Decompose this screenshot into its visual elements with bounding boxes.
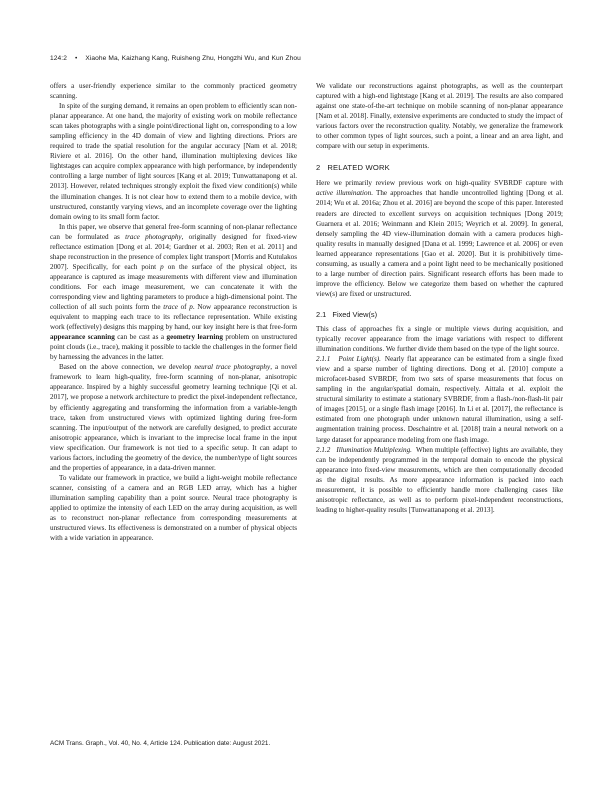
section-heading: 2 RELATED WORK [316,163,390,173]
paragraph: To validate our framework in practice, we build a light-weight mobile reflectance scanner, consisting of a camera and an RGB LED array, which has a higher illumination sampling capability than a point source. Neural trace photography is applied to optimize the intensity of each LED on the array during acquisition, as well as to reconstruct non-planar reflectance from corresponding measurements at unstructured views. Its effectiveness is demonstrated on a number of physical objects with a wide variation in appearance. [50,473,297,543]
paragraph: Here we primarily review previous work on high-quality SVBRDF capture with active illumination. The approaches that handle uncontrolled lighting [Dong et al. 2014; Wu et al. 2016a; Zhou et al. 2016] are beyond the scope of this paper. Interested readers are directed to excellent surveys on acquisition techniques [Dong 2019; Guarnera et al. 2016; Weinmann and Klein 2015; Weyrich et al. 2009]. In general, densely sampling the 4D view-illumination domain with a camera produces high-quality results in manually designed [Dana et al. 1999; Lawrence et al. 2006] or even learned appearance representations [Gao et al. 2020]. But it is prohibitively time-consuming, as usually a camera and a point light need to be mechanically positioned to a large number of direction pairs. Significant research efforts has been made to improve the efficiency. Below we categorize them based on whether the captured view(s) are fixed or unstructured. [316,179,563,298]
paragraph: In spite of the surging demand, it remains an open problem to efficiently scan non-planar appearance. At one hand, the majority of existing work on mobile reflectance scan takes photographs with a single point/directional light on, corresponding to a low sampling efficiency in the 4D domain of view and lighting directions. Priors are required to trade the spatial resolution for the angular accuracy [Nam et al. 2018; Riviere et al. 2016]. On the other hand, illumination multiplexing devices like lightstages can acquire complex appearance with high performance, by independently controlling a large number of light sources [Kang et al. 2019; Tunwattanapong et al. 2013]. However, related techniques strongly exploit the fixed view condition(s) while the illumination changes. It is not clear how to extend them to a mobile device, with unstructured, constantly varying views, and an incomplete coverage over the lighting domain owing to its small form factor. [50,102,297,221]
left-column [50,81,297,543]
subsubsection-paragraph: 2.1.1 Point Light(s). Nearly flat appearance can be estimated from a single fixed view and a sparse number of lighting directions. Dong et al. [2010] compute a microfacet-based SVBRDF, from two sets of sparse measurements that focus on sampling in the angular/spatial domain, respectively. Aittala et al. exploit the structural similarity to estimate a stationary SVBRDF, from a flash-/non-flash-lit pair of images [2015], or a single flash image [2016]. In Li et al. [2017], the reflectance is estimated from one photograph under unknown natural illumination, using a self-augmentation training process. Deschaintre et al. [2018] train a neural network on a large dataset for appearance modeling from one flash image. [316,355,563,444]
subsubsection-paragraph: 2.1.2 Illumination Multiplexing. When multiple (effective) lights are available, they can be independently programmed in the temporal domain to encode the physical appearance into fixed-view measurements, which are then computationally decoded as the digital results. As more appearance information is packed into each measurement, it is possible to efficiently handle more challenging cases like anisotropic reflectance, as well as to perform pixel-independent reconstructions, leading to higher-quality results [Tunwattanapong et al. 2013]. [316,445,563,514]
author-list: Xiaohe Ma, Kaizhang Kang, Ruisheng Zhu, Hongzhi Wu, and Kun Zhou [85,55,301,62]
paragraph: We validate our reconstructions against photographs, as well as the counterpart captured with a high-end lightstage [Kang et al. 2019]. The results are also compared against one state-of-the-art technique on mobile scanning of non-planar appearance [Nam et al. 2018]. Finally, extensive experiments are conducted to study the impact of various factors over the reconstruction quality. Notably, we generalize the framework to other common types of light sources, such a point, a linear and an area light, and compare with our setup in experiments. [316,82,563,151]
subsubsection-heading: 2.1.1 Point Light(s). [316,355,381,364]
page-number: 124:2 [50,55,68,62]
running-header [50,55,307,62]
paragraph: In this paper, we observe that general free-form scanning of non-planar reflectance can be formulated as trace photography, originally designed for fixed-view reflectance estimation [Dong et al. 2014; Gardner et al. 2003; Ren et al. 2011] and shape reconstruction in the presence of complex light transport [Morris and Kutulakos 2007]. Specifically, for each point p on the surface of the physical object, its appearance is captured as image measurements with different view and illumination conditions. For each image measurement, we can concatenate it with the corresponding view and lighting parameters to produce a high-dimensional point. The collection of all such points form the trace of p. Now appearance reconstruction is equivalent to mapping each trace to its reflectance representation. While existing work (effectively) designs this mapping by hand, our key insight here is that free-form appearance scanning can be cast as a geometry learning problem on unstructured point clouds (i.e., trace), making it possible to tackle the challenges in the former field by harnessing the advances in the latter. [50,222,297,362]
right-column [316,81,563,515]
journal-footer: ACM Trans. Graph., Vol. 40, No. 4, Article 124. Publication date: August 2021. [50,740,271,747]
paragraph: Based on the above connection, we develop neural trace photography, a novel framework to learn high-quality, free-form scanning of non-planar, anisotropic appearance. Inspired by a highly successful geometry learning technique [Qi et al. 2017], we propose a network architecture to predict the pixel-independent reflectance, by efficiently aggregating and transforming the information from a variable-length trace, taken from unstructured views with optimized lighting during free-form scanning. The input/output of the network are carefully designed, to predict accurate anisotropic appearance, which is invariant to the imprecise local frame in the input view specification. Our framework is not tied to a specific setup. It can adapt to various factors, including the geometry of the device, the number/type of light sources and the properties of appearance, in a data-driven manner. [50,363,297,472]
subsubsection-heading: 2.1.2 Illumination Multiplexing. [316,445,412,454]
paragraph: This class of approaches fix a single or multiple views during acquisition, and typically recover appearance from the image variations with respect to different illumination conditions. We further divide them based on the type of the light source. [316,324,563,354]
header-bullet: • [74,55,78,62]
paragraph: offers a user-friendly experience similar to the commonly practiced geometry scanning. [50,82,297,101]
subsection-heading: 2.1 Fixed View(s) [316,309,378,319]
